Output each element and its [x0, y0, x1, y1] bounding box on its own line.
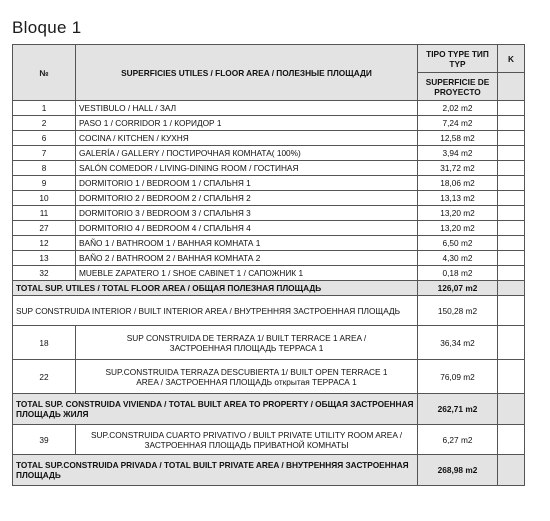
- room-k: [498, 146, 525, 161]
- table-row: [13, 266, 525, 281]
- total-useful-area: 126,07 m2: [418, 281, 498, 296]
- header-num: №: [13, 45, 76, 101]
- room-k: [498, 161, 525, 176]
- table-row: [13, 236, 525, 251]
- total-private-label: TOTAL SUP.CONSTRUIDA PRIVADA / TOTAL BUILT PRIVATE AREA / ВНУТРЕННЯЯ ЗАСТРОЕННАЯ ПЛОЩАДЬ: [13, 455, 418, 486]
- room-k: [498, 101, 525, 116]
- header-surfaces: SUPERFICIES UTILES / FLOOR AREA / ПОЛЕЗНЫЕ ПЛОЩАДИ: [76, 45, 418, 101]
- table-row: [13, 161, 525, 176]
- header-k-blank: [498, 73, 525, 101]
- room-k: [498, 116, 525, 131]
- room-k: [498, 191, 525, 206]
- area-table: [12, 44, 525, 486]
- room-num: 27: [13, 221, 76, 236]
- room-num: 11: [13, 206, 76, 221]
- room-name: PASO 1 / CORRIDOR 1 / КОРИДОР 1: [76, 116, 418, 131]
- room-num: 2: [13, 116, 76, 131]
- terrace1-area: 36,34 m2: [418, 326, 498, 360]
- built-interior-k: [498, 296, 525, 326]
- table-row: [13, 176, 525, 191]
- utility-room-area: 6,27 m2: [418, 425, 498, 455]
- room-name: SALÓN COMEDOR / LIVING-DINING ROOM / ГОСТИНАЯ: [76, 161, 418, 176]
- header-project: SUPERFICIE DE PROYECTO: [418, 73, 498, 101]
- table-row: [13, 221, 525, 236]
- total-useful-label: TOTAL SUP. UTILES / TOTAL FLOOR AREA / ОБЩАЯ ПОЛЕЗНАЯ ПЛОЩАДЬ: [13, 281, 418, 296]
- total-useful-k: [498, 281, 525, 296]
- open-terrace1-k: [498, 360, 525, 394]
- room-num: 8: [13, 161, 76, 176]
- room-area: 6,50 m2: [418, 236, 498, 251]
- utility-room-label: SUP.CONSTRUIDA CUARTO PRIVATIVO / BUILT PRIVATE UTILITY ROOM AREA / ЗАСТРОЕННАЯ ПЛОЩАДЬ ПРИВАТНОЙ КОМНАТЫ: [76, 425, 418, 455]
- room-num: 12: [13, 236, 76, 251]
- header-k: K: [498, 45, 525, 73]
- room-name: BAÑO 2 / BATHROOM 2 / ВАННАЯ КОМНАТА 2: [76, 251, 418, 266]
- room-name: GALERÍA / GALLERY / ПОСТИРОЧНАЯ КОМНАТА( 100%): [76, 146, 418, 161]
- terrace1-k: [498, 326, 525, 360]
- room-k: [498, 176, 525, 191]
- room-name: DORMITORIO 3 / BEDROOM 3 / СПАЛЬНЯ 3: [76, 206, 418, 221]
- terrace1-label: SUP CONSTRUIDA DE TERRAZA 1/ BUILT TERRACE 1 AREA / ЗАСТРОЕННАЯ ПЛОЩАДЬ ТЕРРАСА 1: [76, 326, 418, 360]
- room-k: [498, 266, 525, 281]
- room-num: 6: [13, 131, 76, 146]
- table-row: [13, 206, 525, 221]
- header-type: TIPO TYPE ТИП TYP: [418, 45, 498, 73]
- room-area: 7,24 m2: [418, 116, 498, 131]
- room-area: 13,13 m2: [418, 191, 498, 206]
- table-row: [13, 191, 525, 206]
- room-area: 2,02 m2: [418, 101, 498, 116]
- room-num: 13: [13, 251, 76, 266]
- open-terrace1-num: 22: [13, 360, 76, 394]
- table-row: [13, 101, 525, 116]
- open-terrace1-label: SUP.CONSTRUIDA TERRAZA DESCUBIERTA 1/ BUILT OPEN TERRACE 1 AREA / ЗАСТРОЕННАЯ ПЛОЩАДЬ открытая ТЕРРАСА 1: [76, 360, 418, 394]
- room-k: [498, 236, 525, 251]
- table-row: [13, 116, 525, 131]
- room-k: [498, 221, 525, 236]
- room-name: COCINA / KITCHEN / КУХНЯ: [76, 131, 418, 146]
- room-k: [498, 131, 525, 146]
- room-name: VESTIBULO / HALL / ЗАЛ: [76, 101, 418, 116]
- built-interior-label: SUP CONSTRUIDA INTERIOR / BUILT INTERIOR AREA / ВНУТРЕННЯЯ ЗАСТРОЕННАЯ ПЛОЩАДЬ: [13, 296, 418, 326]
- room-num: 32: [13, 266, 76, 281]
- total-built-label: TOTAL SUP. CONSTRUIDA VIVIENDA / TOTAL BUILT AREA TO PROPERTY / ОБЩАЯ ЗАСТРОЕННАЯ ПЛОЩАДЬ ЖИЛЯ: [13, 394, 418, 425]
- room-name: BAÑO 1 / BATHROOM 1 / ВАННАЯ КОМНАТА 1: [76, 236, 418, 251]
- page-title: Bloque 1: [12, 18, 82, 37]
- room-num: 9: [13, 176, 76, 191]
- total-built-k: [498, 394, 525, 425]
- room-name: MUEBLE ZAPATERO 1 / SHOE CABINET 1 / САПОЖНИК 1: [76, 266, 418, 281]
- open-terrace1-area: 76,09 m2: [418, 360, 498, 394]
- table-row: [13, 251, 525, 266]
- table-row: [13, 146, 525, 161]
- room-area: 3,94 m2: [418, 146, 498, 161]
- room-k: [498, 251, 525, 266]
- terrace1-num: 18: [13, 326, 76, 360]
- total-built-area: 262,71 m2: [418, 394, 498, 425]
- total-private-k: [498, 455, 525, 486]
- room-area: 31,72 m2: [418, 161, 498, 176]
- built-interior-area: 150,28 m2: [418, 296, 498, 326]
- room-area: 12,58 m2: [418, 131, 498, 146]
- room-name: DORMITORIO 4 / BEDROOM 4 / СПАЛЬНЯ 4: [76, 221, 418, 236]
- room-name: DORMITORIO 1 / BEDROOM 1 / СПАЛЬНЯ 1: [76, 176, 418, 191]
- utility-room-k: [498, 425, 525, 455]
- room-area: 0,18 m2: [418, 266, 498, 281]
- total-private-area: 268,98 m2: [418, 455, 498, 486]
- room-area: 13,20 m2: [418, 221, 498, 236]
- room-area: 13,20 m2: [418, 206, 498, 221]
- room-area: 18,06 m2: [418, 176, 498, 191]
- room-area: 4,30 m2: [418, 251, 498, 266]
- room-num: 10: [13, 191, 76, 206]
- room-num: 7: [13, 146, 76, 161]
- utility-room-num: 39: [13, 425, 76, 455]
- room-num: 1: [13, 101, 76, 116]
- room-k: [498, 206, 525, 221]
- room-name: DORMITORIO 2 / BEDROOM 2 / СПАЛЬНЯ 2: [76, 191, 418, 206]
- table-row: [13, 131, 525, 146]
